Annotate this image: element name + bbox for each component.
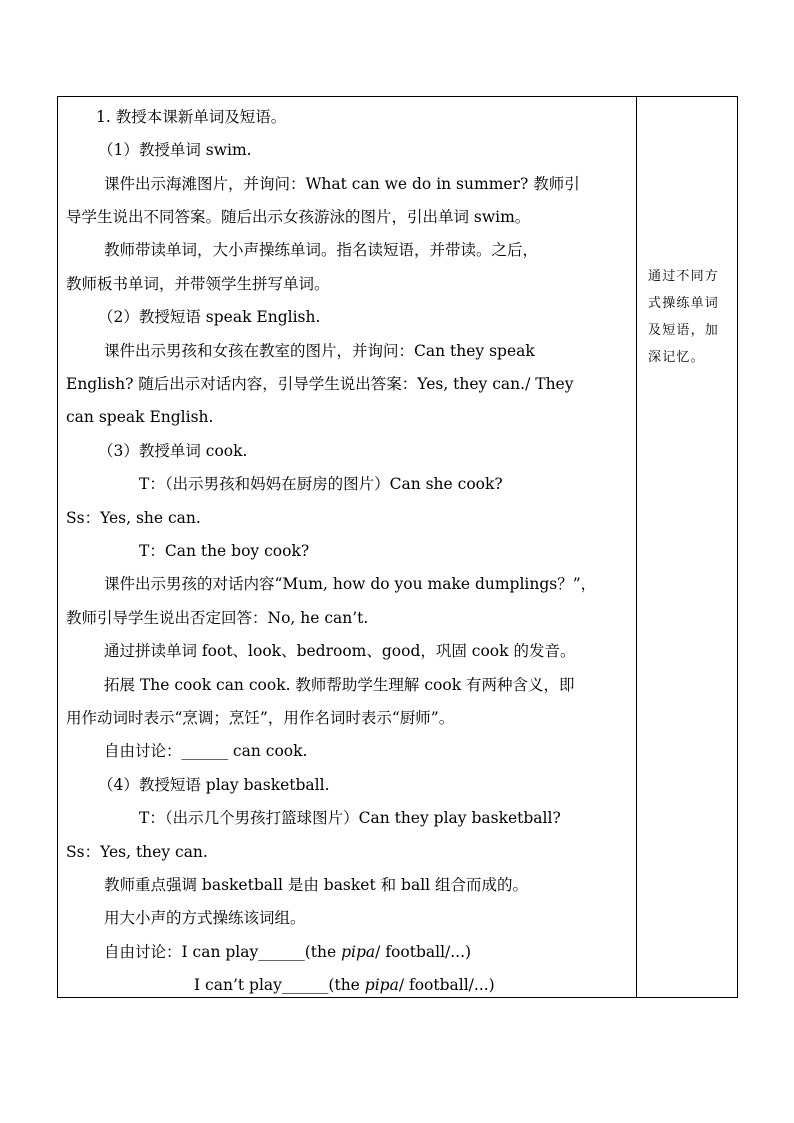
side-note-line: 式操练单词	[648, 296, 720, 311]
sub-heading-cook: （3）教授单词 cook.	[98, 442, 248, 460]
step-title: 1. 教授本课新单词及短语。	[96, 108, 287, 126]
text-line: English? 随后出示对话内容，引导学生说出答案：Yes, they can./ They	[66, 375, 574, 393]
text-line: 教师带读单词，大小声操练单词。指名读短语，并带读。之后，	[104, 241, 539, 259]
side-note-line: 通过不同方	[648, 269, 720, 284]
sub-heading-speak-english: （2）教授短语 speak English.	[98, 308, 321, 326]
dialogue-line: Ss：Yes, they can.	[66, 843, 208, 861]
dialogue-line: T：（出示男孩和妈妈在厨房的图片）Can she cook?	[139, 475, 503, 493]
free-discussion-line: 自由讨论：______ can cook.	[104, 742, 308, 760]
text-line: 教师板书单词，并带领学生拼写单词。	[66, 275, 330, 293]
lesson-table	[57, 96, 738, 998]
text-line: 课件出示海滩图片，并询问：What can we do in summer? 教师引	[104, 175, 580, 193]
side-note	[648, 263, 732, 371]
text-line: 课件出示男孩和女孩在教室的图片，并询问：Can they speak	[104, 342, 535, 360]
sub-heading-basketball: （4）教授短语 play basketball.	[98, 776, 330, 794]
text-line: 拓展 The cook can cook. 教师帮助学生理解 cook 有两种含义，即	[104, 676, 575, 694]
dialogue-line: Ss：Yes, she can.	[66, 509, 201, 527]
dialogue-line: T：Can the boy cook?	[139, 542, 310, 560]
free-discussion-play-line: 自由讨论：I can play______(the pipa/ football/...)	[104, 943, 472, 961]
text-line: 用作动词时表示“烹调；烹饪”，用作名词时表示“厨师”。	[66, 709, 455, 727]
text-line: 教师引导学生说出否定回答：No, he can’t.	[66, 609, 369, 627]
text-line: 课件出示男孩的对话内容“Mum, how do you make dumplings？”，	[104, 575, 597, 593]
text-line: 通过拼读单词 foot、look、bedroom、good，巩固 cook 的发音。	[104, 642, 576, 660]
design-intent-cell	[637, 97, 737, 997]
side-note-line: 深记忆。	[648, 350, 705, 365]
text-line: 用大小声的方式操练该词组。	[104, 909, 306, 927]
cant-play-line: I can’t play______(the pipa/ football/...)	[194, 976, 495, 994]
teaching-steps-cell	[58, 97, 637, 997]
sub-heading-swim: （1）教授单词 swim.	[98, 141, 252, 159]
text-line: can speak English.	[66, 408, 214, 426]
text-line: 教师重点强调 basketball 是由 basket 和 ball 组合而成的。	[104, 876, 529, 894]
side-note-line: 及短语，加	[648, 323, 720, 338]
dialogue-line: T：（出示几个男孩打篮球图片）Can they play basketball?	[139, 809, 561, 827]
text-line: 导学生说出不同答案。随后出示女孩游泳的图片，引出单词 swim。	[66, 208, 531, 226]
